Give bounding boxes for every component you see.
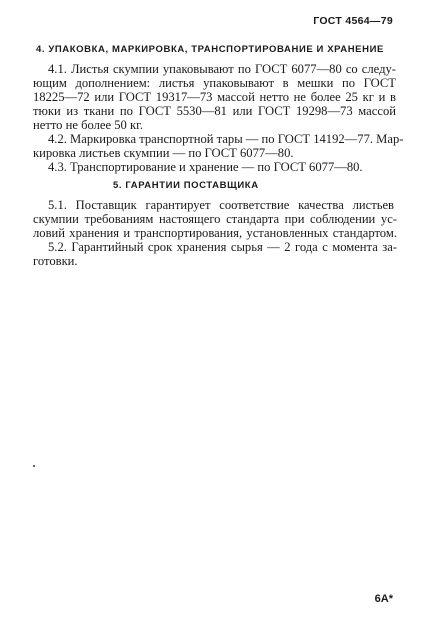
paragraph-line: 4.1. Листья скумпии упаковывают по ГОСТ 6077—80 со следу-: [48, 62, 396, 76]
paragraph-line: ловий хранения и транспортирования, установленных стандартом.: [33, 226, 397, 240]
paragraph-line: тюки из ткани по ГОСТ 5530—81 или ГОСТ 19298—73 массой: [33, 104, 396, 118]
paragraph-line: 5.1. Поставщик гарантирует соответствие качества листьев: [48, 198, 394, 212]
paragraph-line: скумпии требованиям настоящего стандарта при соблюдении ус-: [33, 212, 397, 226]
paragraph-line: кировка листьев скумпии — по ГОСТ 6077—80.: [33, 146, 294, 160]
section-4-title: 4. УПАКОВКА, МАРКИРОВКА, ТРАНСПОРТИРОВАНИЕ И ХРАНЕНИЕ: [36, 44, 384, 55]
page-header: ГОСТ 4564—79: [313, 15, 393, 27]
paragraph-line: 5.2. Гарантийный срок хранения сырья — 2 года с момента за-: [48, 240, 397, 254]
paragraph-line: готовки.: [33, 254, 78, 268]
paragraph-line: 18225—72 или ГОСТ 19317—73 массой нетто не более 25 кг и в: [33, 90, 396, 104]
paragraph-line: 4.2. Маркировка транспортной тары — по ГОСТ 14192—77. Мар-: [48, 132, 404, 146]
section-5-title: 5. ГАРАНТИИ ПОСТАВЩИКА: [113, 180, 259, 191]
paragraph-line: 4.3. Транспортирование и хранение — по ГОСТ 6077—80.: [48, 160, 363, 174]
paragraph-line: ющим дополнением: листья упаковывают в мешки по ГОСТ: [33, 76, 396, 90]
scan-speck: [33, 465, 35, 467]
paragraph-line: нетто не более 50 кг.: [33, 118, 143, 132]
page-signature-mark: 6A*: [374, 593, 393, 605]
